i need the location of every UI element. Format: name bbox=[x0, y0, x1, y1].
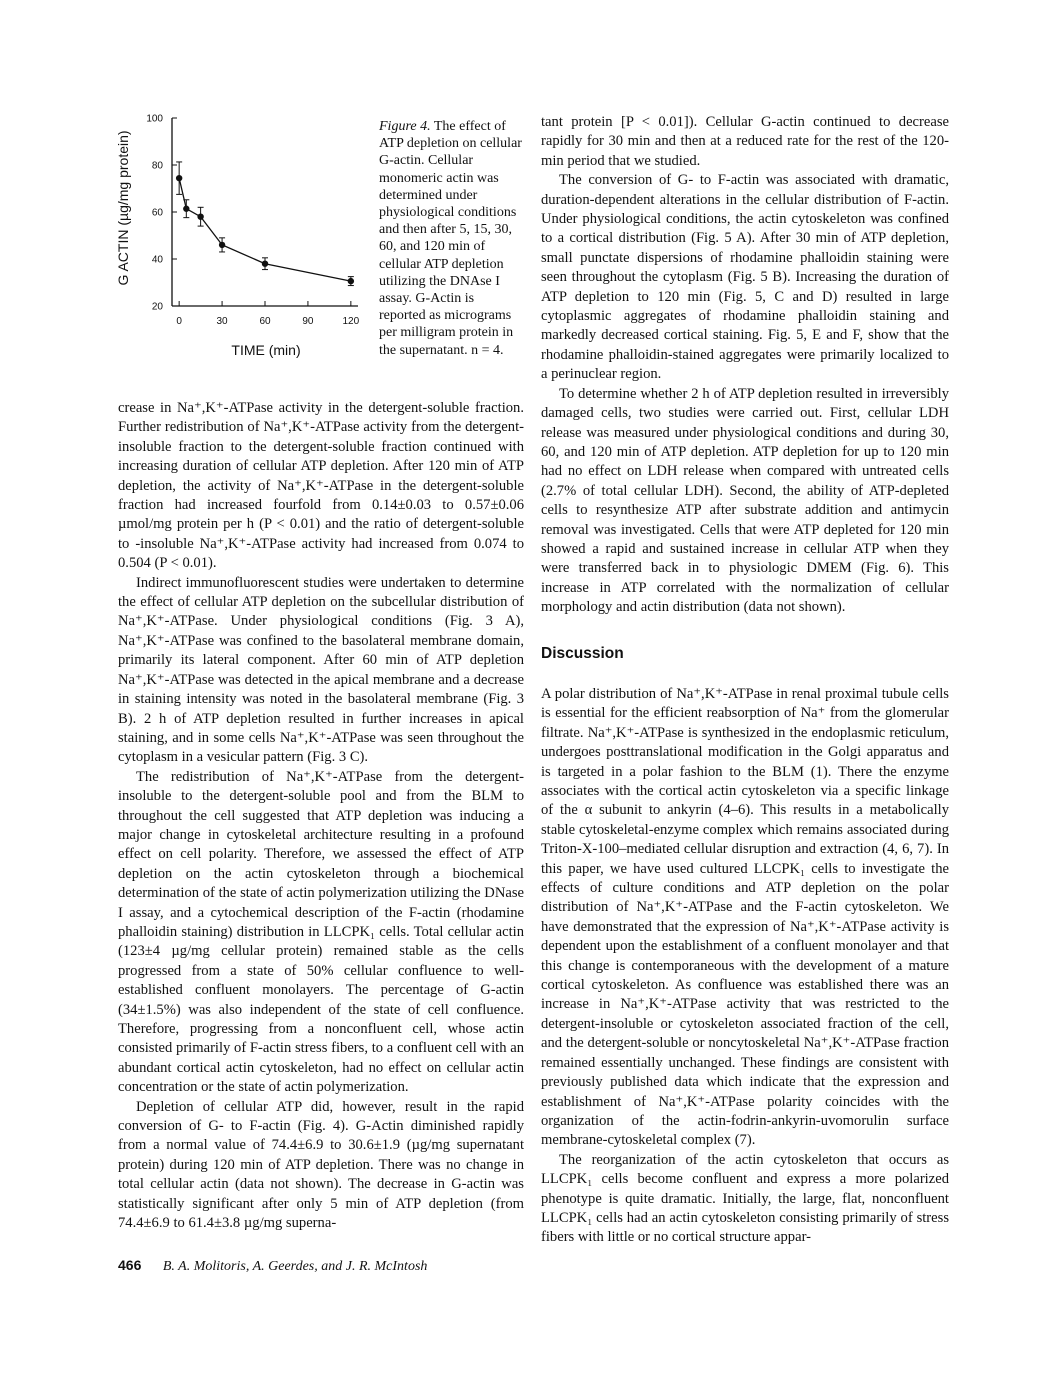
caption-label: Figure 4. bbox=[379, 119, 431, 134]
x-tick-label: 90 bbox=[302, 316, 314, 327]
paragraph: The reorganization of the actin cytoskeleton that occurs as LLCPK₁ cells become confluent and express a more polarized phenotype is quite dramatic. Initially, the large, flat, nonconfluent LLCPK₁ cells had an actin cytoskeleton consisting primarily of stress fibers with little or no cortical structure appar- bbox=[541, 1151, 949, 1246]
right-column bbox=[541, 113, 949, 1248]
data-point bbox=[197, 214, 203, 220]
data-point bbox=[262, 261, 268, 267]
paragraph: tant protein [P < 0.01]). Cellular G-actin continued to decrease rapidly for 30 min and then at a reduced rate for the rest of the 120-min period that we studied. bbox=[541, 114, 949, 169]
y-tick-label: 20 bbox=[151, 301, 163, 313]
section-heading-discussion: Discussion bbox=[541, 644, 624, 662]
chart-svg bbox=[110, 108, 372, 366]
y-tick-label: 100 bbox=[146, 113, 163, 125]
paragraph: Depletion of cellular ATP did, however, result in the rapid conversion of G- to F-actin (Fig. 4). G-Actin diminished rapidly from a normal value of 74.4±6.9 to 30.6±1.9 (µg/mg supernatant protein) during 120 min of ATP depletion. There was no change in total cellular actin (data not shown). The decrease in G-actin was statistically significant after only 5 min of ATP depletion (from 74.4±6.9 to 61.4±3.8 µg/mg superna- bbox=[118, 1098, 524, 1232]
y-tick-label: 80 bbox=[151, 160, 163, 172]
figure-caption bbox=[379, 118, 522, 359]
data-point bbox=[176, 175, 182, 181]
page-footer bbox=[118, 1257, 427, 1275]
data-point bbox=[183, 206, 189, 212]
x-tick-label: 0 bbox=[176, 316, 182, 327]
y-axis-label: G ACTIN (µg/mg protein) bbox=[115, 130, 131, 286]
plot-area bbox=[146, 114, 359, 328]
data-point bbox=[219, 242, 225, 248]
y-tick-label: 60 bbox=[151, 207, 163, 219]
paragraph: The conversion of G- to F-actin was associated with dramatic, duration-dependent alterations in the cellular distribution of F-actin. Under physiological conditions, the actin cytoskeleton was confined to a cortical distribution (Fig. 5 A). After 30 min of ATP depletion, small punctate dispersions of rhodamine phalloidin staining were seen throughout the cytoplasm (Fig. 5 B). Increasing the duration of ATP depletion to 120 min (Fig. 5, C and D) resulted in large cytoplasmic aggregates of rhodamine phalloidin staining and markedly decreased cortical staining. Fig. 5, E and F, show that the rhodamine phalloidin-stained aggregates were primarily localized to a perinuclear region. bbox=[541, 172, 949, 383]
y-tick-label: 40 bbox=[151, 254, 163, 266]
running-authors: B. A. Molitoris, A. Geerdes, and J. R. McIntosh bbox=[162, 1259, 428, 1274]
data-point bbox=[348, 278, 354, 284]
paragraph: Indirect immunofluorescent studies were undertaken to determine the effect of cellular ATP depletion on the subcellular distribution of Na⁺,K⁺-ATPase. Under physiological conditions (Fig. 3 A), Na⁺,K⁺-ATPase was confined to the basolateral membrane domain, primarily its lateral component. After 60 min of ATP depletion Na⁺,K⁺-ATPase was detected in the apical membrane and a decrease in staining intensity was noted in the basolateral membrane (Fig. 3 B). 2 h of ATP depletion resulted in further increases in apical staining, and in some cells Na⁺,K⁺-ATPase was seen throughout the cytoplasm in a vesicular pattern (Fig. 3 C). bbox=[118, 574, 524, 766]
x-tick-label: 30 bbox=[216, 316, 228, 327]
x-axis-label: TIME (min) bbox=[231, 342, 301, 358]
caption-text: The effect of ATP depletion on cellular G-actin. Cellular monomeric actin was determined under physiological conditions and then after 5, 15, 30, 60, and 120 min of cellular ATP depletion utilizing the DNAse I assay. G-Actin is reported as micrograms per milligram protein in the supernatant. n = 4. bbox=[379, 119, 522, 358]
x-tick-label: 60 bbox=[259, 316, 271, 327]
paragraph: crease in Na⁺,K⁺-ATPase activity in the detergent-soluble fraction. Further redistribution of Na⁺,K⁺-ATPase activity from the detergent-insoluble fraction to the detergent-soluble fraction continued with increasing duration of cellular ATP depletion. After 120 min of ATP depletion, the activity of Na⁺,K⁺-ATPase in the detergent-soluble fraction had increased fourfold from 0.14±0.03 to 0.57±0.06 µmol/mg protein per h (P < 0.01) and the ratio of detergent-soluble to -insoluble Na⁺,K⁺-ATPase activity had increased from 0.074 to 0.504 (P < 0.01). bbox=[118, 400, 524, 572]
paragraph: To determine whether 2 h of ATP depletion resulted in irreversibly damaged cells, two studies were carried out. First, cellular LDH release was measured under physiological conditions and during 30, 60, and 120 min of ATP depletion. ATP depletion for up to 120 min had no effect on LDH release when compared with untreated cells (2.7% of total cellular LDH). Second, the ability of ATP-depleted cells to resynthesize ATP after substrate addition and antimycin removal was investigated. Cells that were ATP depleted for 120 min showed a rapid and sustained increase in cellular ATP when they were transferred back in to physiologic DMEM (Fig. 6). This increase in ATP correlated with the normalization of cellular morphology and actin distribution (data not shown). bbox=[541, 385, 949, 616]
page-number: 466 bbox=[118, 1257, 142, 1273]
paragraph: The redistribution of Na⁺,K⁺-ATPase from the detergent-insoluble to the detergent-soluble pool and from the BLM to throughout the cell suggested that ATP depletion was inducing a major change in cytoskeletal architecture resulting in a profound effect on cell polarity. Therefore, we assessed the effect of ATP depletion on the actin cytoskeleton through a biochemical determination of the state of actin polymerization utilizing the DNase I assay, and a cytochemical description of the F-actin (rhodamine phalloidin staining) distribution in LLCPK₁ cells. Total cellular actin (123±4 µg/mg cellular protein) remained stable as the cells progressed from a state of 50% cellular confluence to well-established confluent monolayers. The percentage of G-actin (34±1.5%) was also independent of the state of cell confluence. Therefore, progressing from a nonconfluent cell, whose actin consisted primarily of F-actin stress fibers, to a confluent cell with an abundant cortical actin cytoskeleton, had no effect on cellular actin concentration or the state of actin polymerization. bbox=[118, 768, 524, 1096]
x-tick-label: 120 bbox=[342, 316, 360, 327]
paragraph: A polar distribution of Na⁺,K⁺-ATPase in renal proximal tubule cells is essential for the efficient reabsorption of Na⁺ from the glomerular filtrate. Na⁺,K⁺-ATPase is synthesized in the endoplasmic reticulum, undergoes posttranslational modification in the Golgi apparatus and is targeted in a polar fashion to the BLM (1). There the enzyme associates with the cortical actin cytoskeleton via a specific linkage of the α subunit to ankyrin (4–6). This results in a metabolically stable cytoskeletal-enzyme complex which remains associated during Triton-X-100–mediated cellular disruption and extraction (4, 6, 7). In this paper, we have used cultured LLCPK₁ cells to investigate the effects of culture conditions and ATP depletion on the polar distribution of Na⁺,K⁺-ATPase and the F-actin cytoskeleton. We have demonstrated that the expression of Na⁺,K⁺-ATPase activity is dependent upon the establishment of a confluent monolayer and that this change is contemporaneous with the development of a mature cortical cytoskeleton. As confluence was established there was an increase in Na⁺,K⁺-ATPase activity that was restricted to the detergent-insoluble or cytoskeleton associated fraction of the cell, and the detergent-soluble or noncytoskeletal Na⁺,K⁺-ATPase fraction remained essentially unchanged. These findings are consistent with previously published data which indicate that the expression and establishment of Na⁺,K⁺-ATPase polarity coincides with the organization of the actin-fodrin-ankyrin-uvomorulin surface membrane-cytoskeletal complex (7). bbox=[541, 685, 949, 1149]
figure-4-chart bbox=[110, 108, 372, 366]
left-column bbox=[118, 399, 524, 1233]
